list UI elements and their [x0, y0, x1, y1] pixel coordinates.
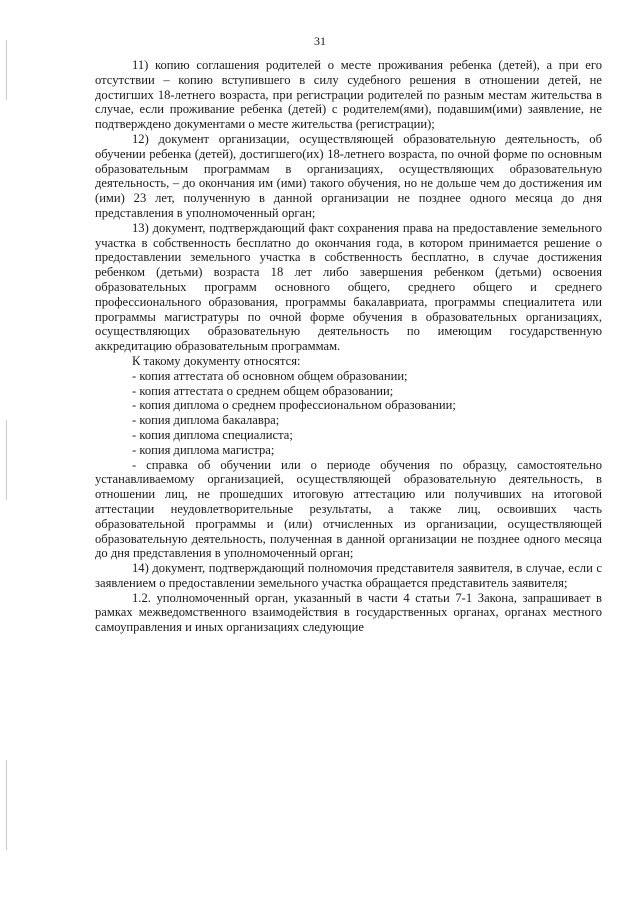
- list-item: - справка об обучении или о периоде обучения по образцу, самостоятельно устанавливаемому организацией, осуществляющей образовательную деятельность, в отношении лиц, не прошедших итоговую аттестацию или получивших на итоговой аттестации неудовлетворительные результаты, а также лиц, освоивших часть образовательной программы и (или) отчисленных из организации, осуществляющей образовательную деятельность, полученная в данной организации не позднее одного месяца до дня представления в уполномоченный орган;: [95, 457, 602, 561]
- scan-edge-mark: [6, 40, 7, 100]
- list-item: - копия диплома специалиста;: [132, 427, 293, 442]
- paragraph-item-14: 14) документ, подтверждающий полномочия представителя заявителя, в случае, если с заявлением о предоставлении земельного участка обращается представитель заявителя;: [95, 561, 602, 590]
- page-number: 31: [314, 34, 326, 48]
- paragraph-item-12: 12) документ организации, осуществляющей образовательную деятельность, об обучении ребенка (детей), достигшего(их) 18-летнего возраста, по очной форме по основным образовательным программам в организациях, осуществляющих образовательную деятельность, – до окончания им (ими) такого обучения, но не дольше чем до достижения им (ими) 23 лет, полученную в данной организации не позднее одного месяца до дня представления в уполномоченный орган;: [95, 131, 602, 220]
- paragraph-doc-types-intro: К такому документу относятся:: [132, 353, 301, 368]
- document-body: [95, 58, 602, 635]
- scan-edge-mark: [6, 760, 7, 850]
- paragraph-item-1-2: 1.2. уполномоченный орган, указанный в части 4 статьи 7-1 Закона, запрашивает в рамках межведомственного взаимодействия в государственных органах, органах местного самоуправления и иных организациях следующие: [95, 590, 602, 635]
- paragraph-item-11: 11) копию соглашения родителей о месте проживания ребенка (детей), а при его отсутствии – копию вступившего в силу судебного решения в отношении детей, не достигших 18-летнего возраста, при регистрации родителей по разным местам жительства в случае, если проживание ребенка (детей) с родителем(ями), подавшим(ими) заявление, не подтверждено документами о месте жительства (регистрации);: [95, 58, 602, 132]
- list-item: - копия аттестата об основном общем образовании;: [132, 368, 408, 383]
- list-item: - копия диплома о среднем профессиональном образовании;: [132, 398, 456, 413]
- list-item: - копия аттестата о среднем общем образовании;: [132, 383, 394, 398]
- list-item: - копия диплома бакалавра;: [132, 413, 280, 428]
- paragraph-item-13: 13) документ, подтверждающий факт сохранения права на предоставление земельного участка в собственность бесплатно до окончания года, в котором принимается решение о предоставлении земельного участка в собственность бесплатно, в случае достижения ребенком (детьми) возраста 18 лет либо завершения ребенком (детьми) освоения образовательных программ основного общего, среднего общего и среднего профессионального образования, программы бакалавриата, программы специалитета или программы магистратуры по очной форме обучения в образовательных организациях, осуществляющих образовательную деятельность по имеющим государственную аккредитацию образовательным программам.: [95, 220, 602, 354]
- list-item: - копия диплома магистра;: [132, 442, 275, 457]
- scan-edge-mark: [6, 420, 7, 500]
